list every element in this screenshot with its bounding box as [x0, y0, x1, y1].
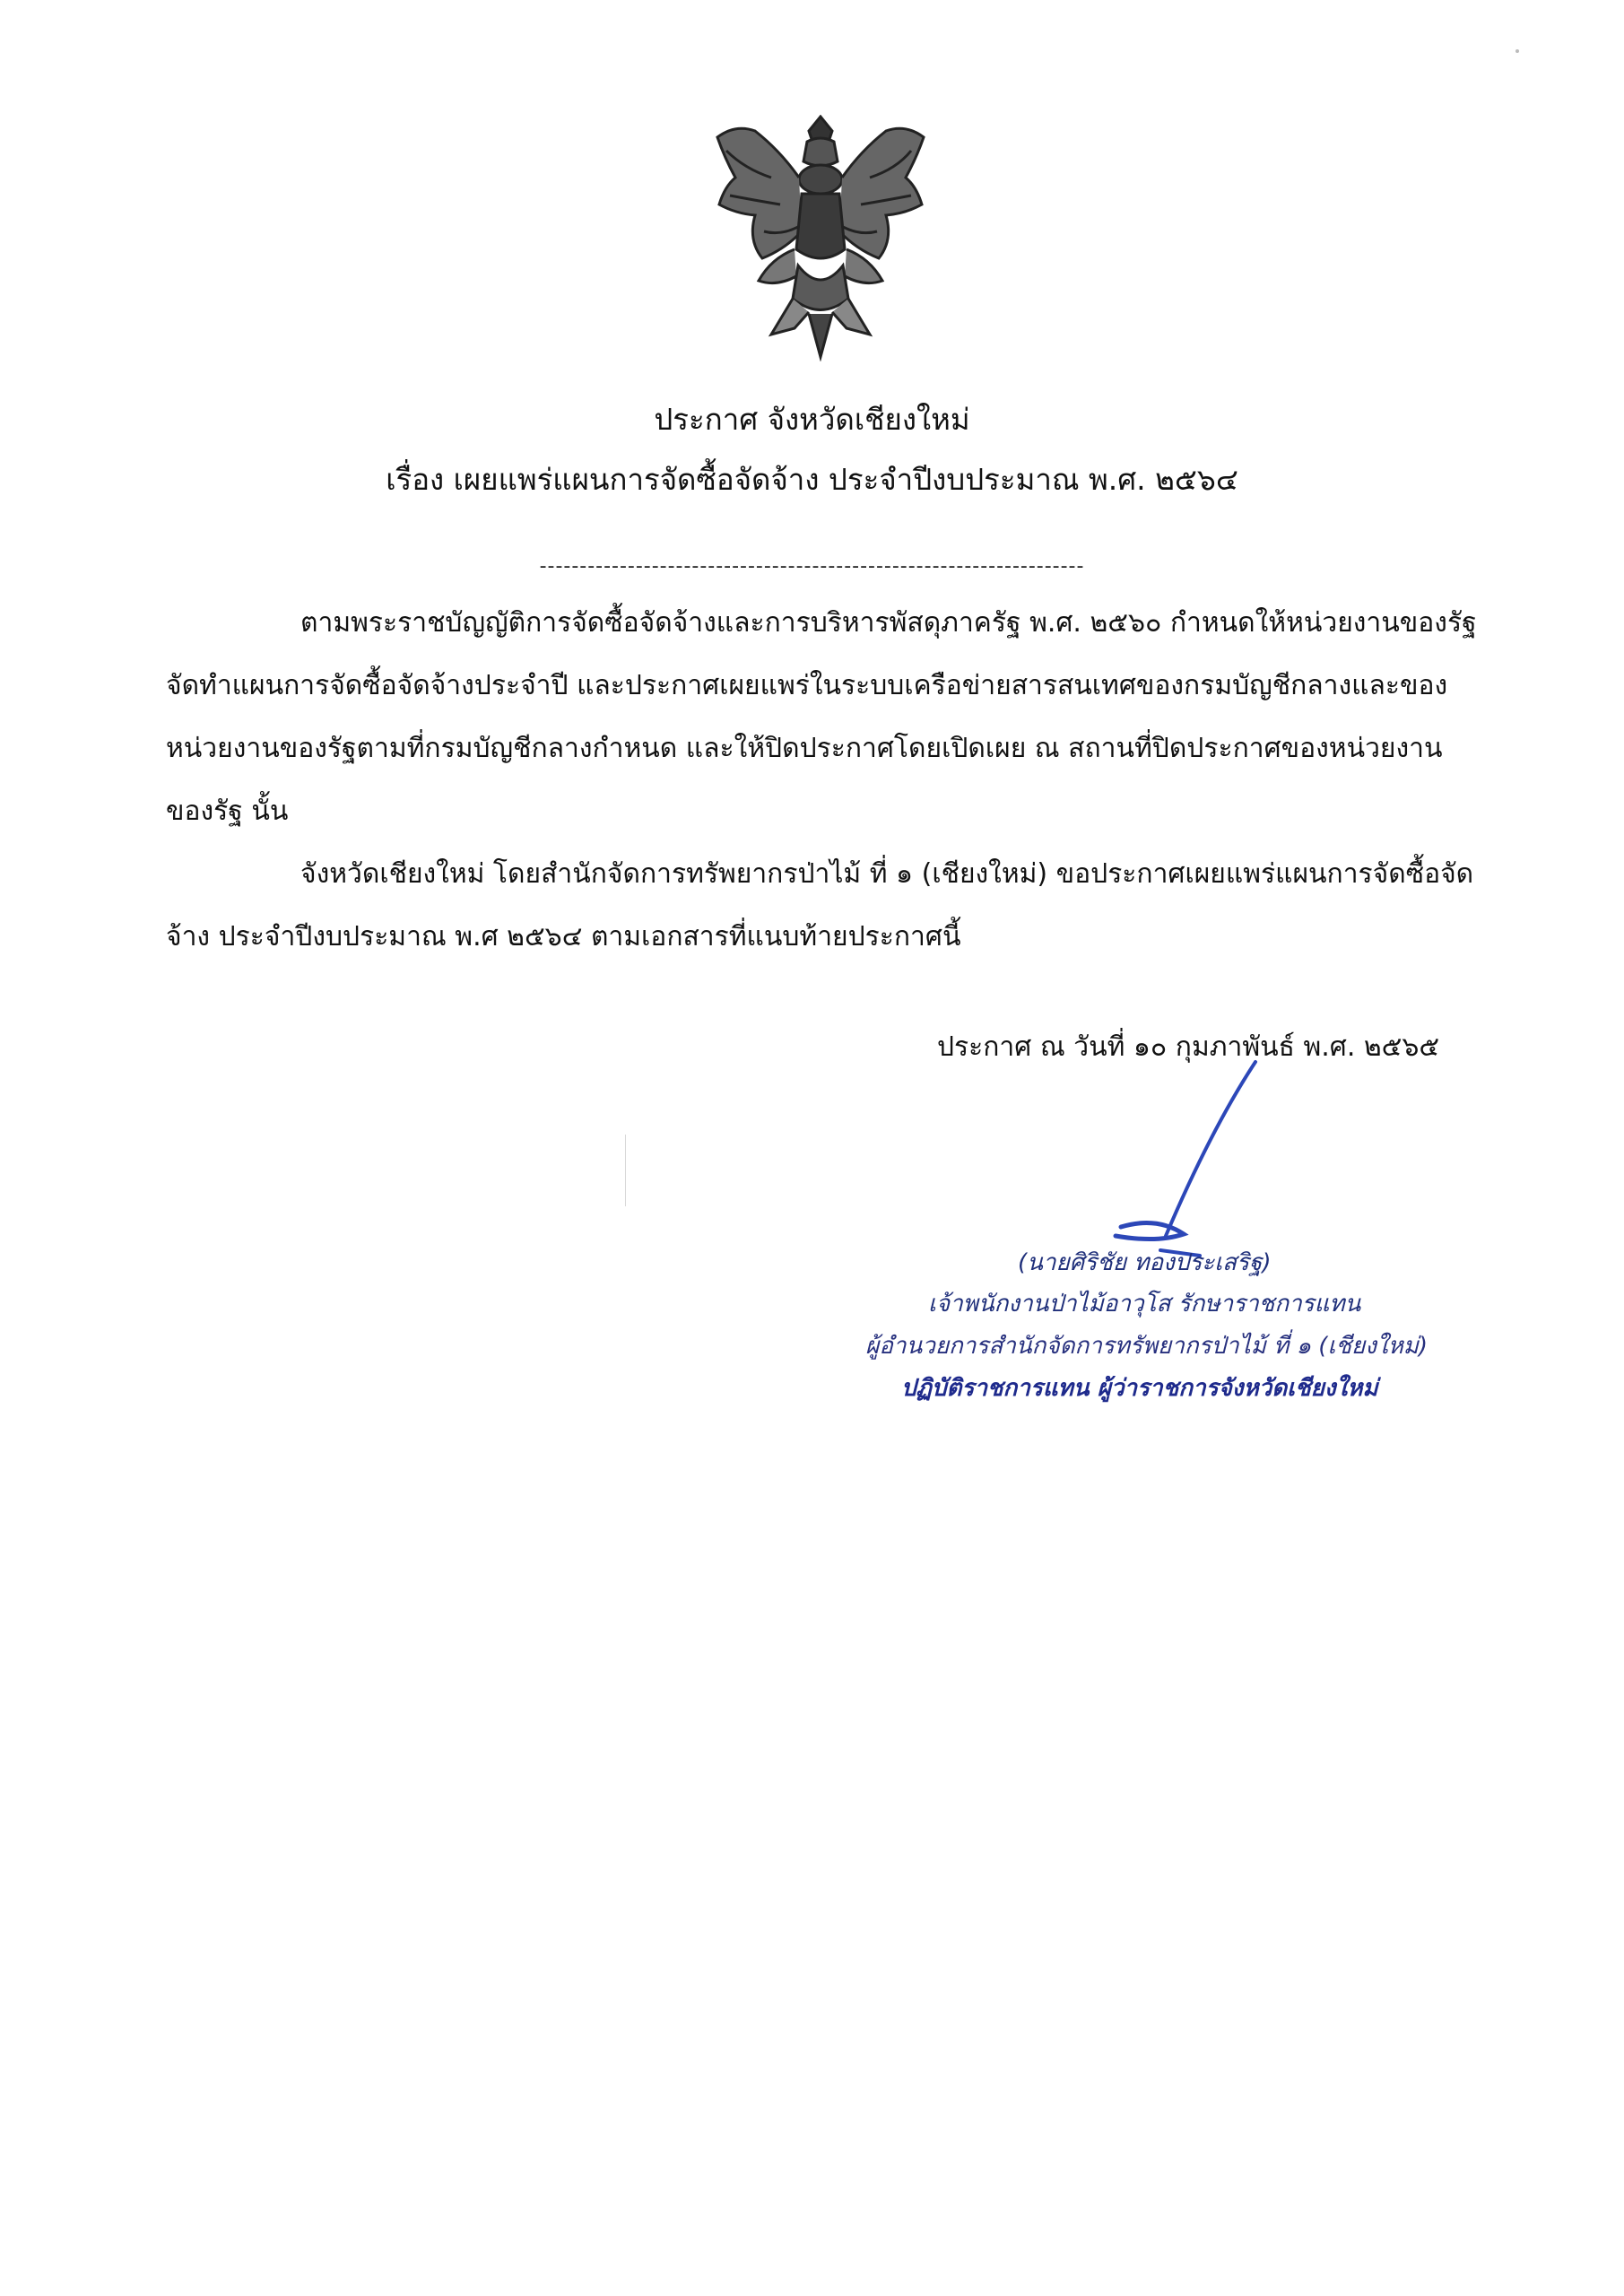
divider-line: --------------------------------------------------------------------: [539, 555, 1085, 578]
announcement-date: ประกาศ ณ วันที่ ๑๐ กุมภาพันธ์ พ.ศ. ๒๕๖๕: [937, 1031, 1440, 1063]
paragraph1-line4: ของรัฐ นั้น: [166, 796, 289, 827]
scan-fold-mark: [625, 1135, 626, 1206]
garuda-emblem: [708, 115, 933, 361]
paragraph2-line2: จ้าง ประจำปีงบประมาณ พ.ศ ๒๕๖๔ ตามเอกสารที่แนบท้ายประกาศนี้: [166, 921, 961, 952]
paragraph1-line3: หน่วยงานของรัฐตามที่กรมบัญชีกลางกำหนด และให้ปิดประกาศโดยเปิดเผย ณ สถานที่ปิดประกาศของหน่วยงาน: [166, 733, 1443, 764]
handwritten-signature: [1103, 1058, 1300, 1274]
paragraph2-line1: จังหวัดเชียงใหม่ โดยสำนักจัดการทรัพยากรป่าไม้ ที่ ๑ (เชียงใหม่) ขอประกาศเผยแพร่แผนการจัดซื้อจัด: [300, 858, 1474, 890]
signatory-name: (นายศิริชัย ทองประเสริฐ): [1018, 1249, 1272, 1276]
paragraph1-line2: จัดทำแผนการจัดซื้อจัดจ้างประจำปี และประกาศเผยแพร่ในระบบเครือข่ายสารสนเทศของกรมบัญชีกลางและของ: [166, 670, 1448, 701]
signatory-position-2: ผู้อำนวยการสำนักจัดการทรัพยากรป่าไม้ ที่ ๑ (เชียงใหม่): [865, 1333, 1429, 1360]
signatory-position-3: ปฏิบัติราชการแทน ผู้ว่าราชการจังหวัดเชียงใหม่: [901, 1375, 1378, 1402]
document-title: ประกาศ จังหวัดเชียงใหม่: [654, 402, 970, 437]
signatory-position-1: เจ้าพนักงานป่าไม้อาวุโส รักษาราชการแทน: [928, 1291, 1361, 1318]
document-subject: เรื่อง เผยแพร่แผนการจัดซื้อจัดจ้าง ประจำปีงบประมาณ พ.ศ. ๒๕๖๔: [386, 462, 1238, 497]
scan-speck: [1515, 49, 1519, 53]
paragraph1-line1: ตามพระราชบัญญัติการจัดซื้อจัดจ้างและการบริหารพัสดุภาครัฐ พ.ศ. ๒๕๖๐ กำหนดให้หน่วยงานของรัฐ: [300, 607, 1477, 639]
